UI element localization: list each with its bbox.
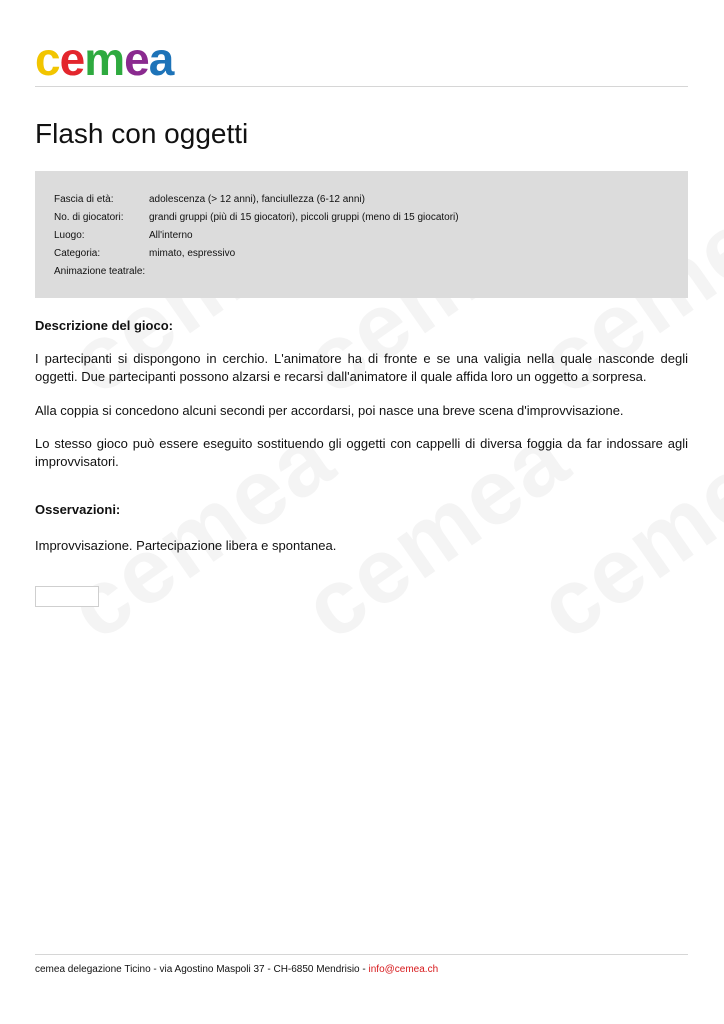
logo-letter: e [59,33,85,85]
description-paragraph: Alla coppia si concedono alcuni secondi per accordarsi, poi nasce una breve scena d'improvvisazione. [35,403,624,418]
empty-field-box [35,586,99,607]
cemea-logo[interactable] [35,33,174,85]
info-label: Fascia di età: [54,194,114,205]
info-label: No. di giocatori: [54,212,124,223]
header-divider [35,86,688,87]
footer [35,964,438,975]
logo-letter: m [84,33,125,85]
game-info-box [35,171,688,298]
footer-email-link[interactable]: info@cemea.ch [368,964,439,975]
logo-letter: e [124,33,149,85]
observations-text: Improvvisazione. Partecipazione libera e spontanea. [35,538,337,553]
footer-divider [35,954,688,955]
description-paragraph: I partecipanti si dispongono in cerchio. L'animatore ha di fronte e se una valigia nella quale nasconde degli oggetti. Due partecipanti possono alzarsi e recarsi dall'animatore il quale affida loro un oggetto a sorpresa. [35,351,688,384]
info-value: adolescenza (> 12 anni), fanciullezza (6-12 anni) [149,194,365,205]
info-label: Categoria: [54,248,101,259]
info-value: grandi gruppi (più di 15 giocatori), piccoli gruppi (meno di 15 giocatori) [149,212,459,223]
info-value: All'interno [149,230,193,241]
logo-letter: c [35,33,60,85]
observations-heading: Osservazioni: [35,502,121,517]
info-label: Luogo: [54,230,85,241]
description-heading: Descrizione del gioco: [35,318,173,333]
info-value: mimato, espressivo [149,248,236,259]
footer-address: cemea delegazione Ticino - via Agostino Maspoli 37 - CH-6850 Mendrisio - [35,964,369,975]
info-label: Animazione teatrale: [54,266,146,277]
logo-letter: a [148,33,174,85]
page-title: Flash con oggetti [35,118,249,149]
description-paragraph: Lo stesso gioco può essere eseguito sostituendo gli oggetti con cappelli di diversa foggia da far indossare agli improvvisatori. [35,436,688,469]
